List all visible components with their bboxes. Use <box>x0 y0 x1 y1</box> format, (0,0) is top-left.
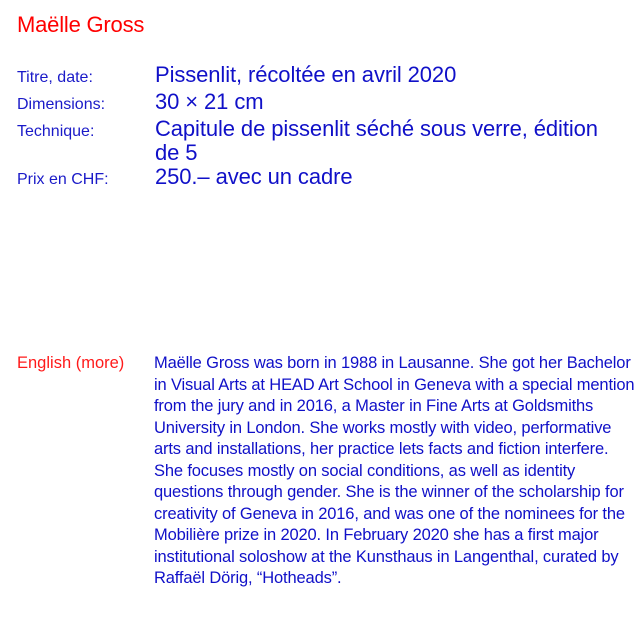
detail-label: Technique: <box>17 123 95 140</box>
detail-value: Capitule de pissenlit séché sous verre, édition de 5 <box>155 116 598 165</box>
detail-value: 30 × 21 cm <box>155 89 264 114</box>
artwork-details <box>17 63 637 192</box>
detail-row-technique <box>17 117 637 165</box>
detail-row-dimensions <box>17 90 637 117</box>
artist-name: Maëlle Gross <box>17 12 145 37</box>
detail-row-price <box>17 165 637 192</box>
detail-value: 250.– avec un cadre <box>155 164 353 189</box>
detail-value: Pissenlit, récoltée en avril 2020 <box>155 62 457 87</box>
artist-bio <box>17 353 637 590</box>
detail-label: Dimensions: <box>17 96 106 113</box>
bio-text: Maëlle Gross was born in 1988 in Lausanne. She got her Bachelor in Visual Arts at HEAD Art School in Geneva with a special mention from the jury and in 2016, a Master in Fine Arts at Goldsmiths University in London. She works mostly with video, performative arts and installations, her practice lets facts and fiction interfere. She focuses mostly on social conditions, as well as identity questions through gender. She is the winner of the scholarship for creativity of Geneva in 2016, and was one of the nominees for the Mobilière prize in 2020. In February 2020 she has a first major institutional soloshow at the Kunsthaus in Langenthal, curated by Raffaël Dörig, “Hotheads”. <box>154 354 635 587</box>
detail-row-title-date <box>17 63 637 90</box>
detail-label: Prix en CHF: <box>17 171 109 188</box>
language-more-link[interactable]: English (more) <box>17 354 125 372</box>
detail-label: Titre, date: <box>17 69 93 86</box>
